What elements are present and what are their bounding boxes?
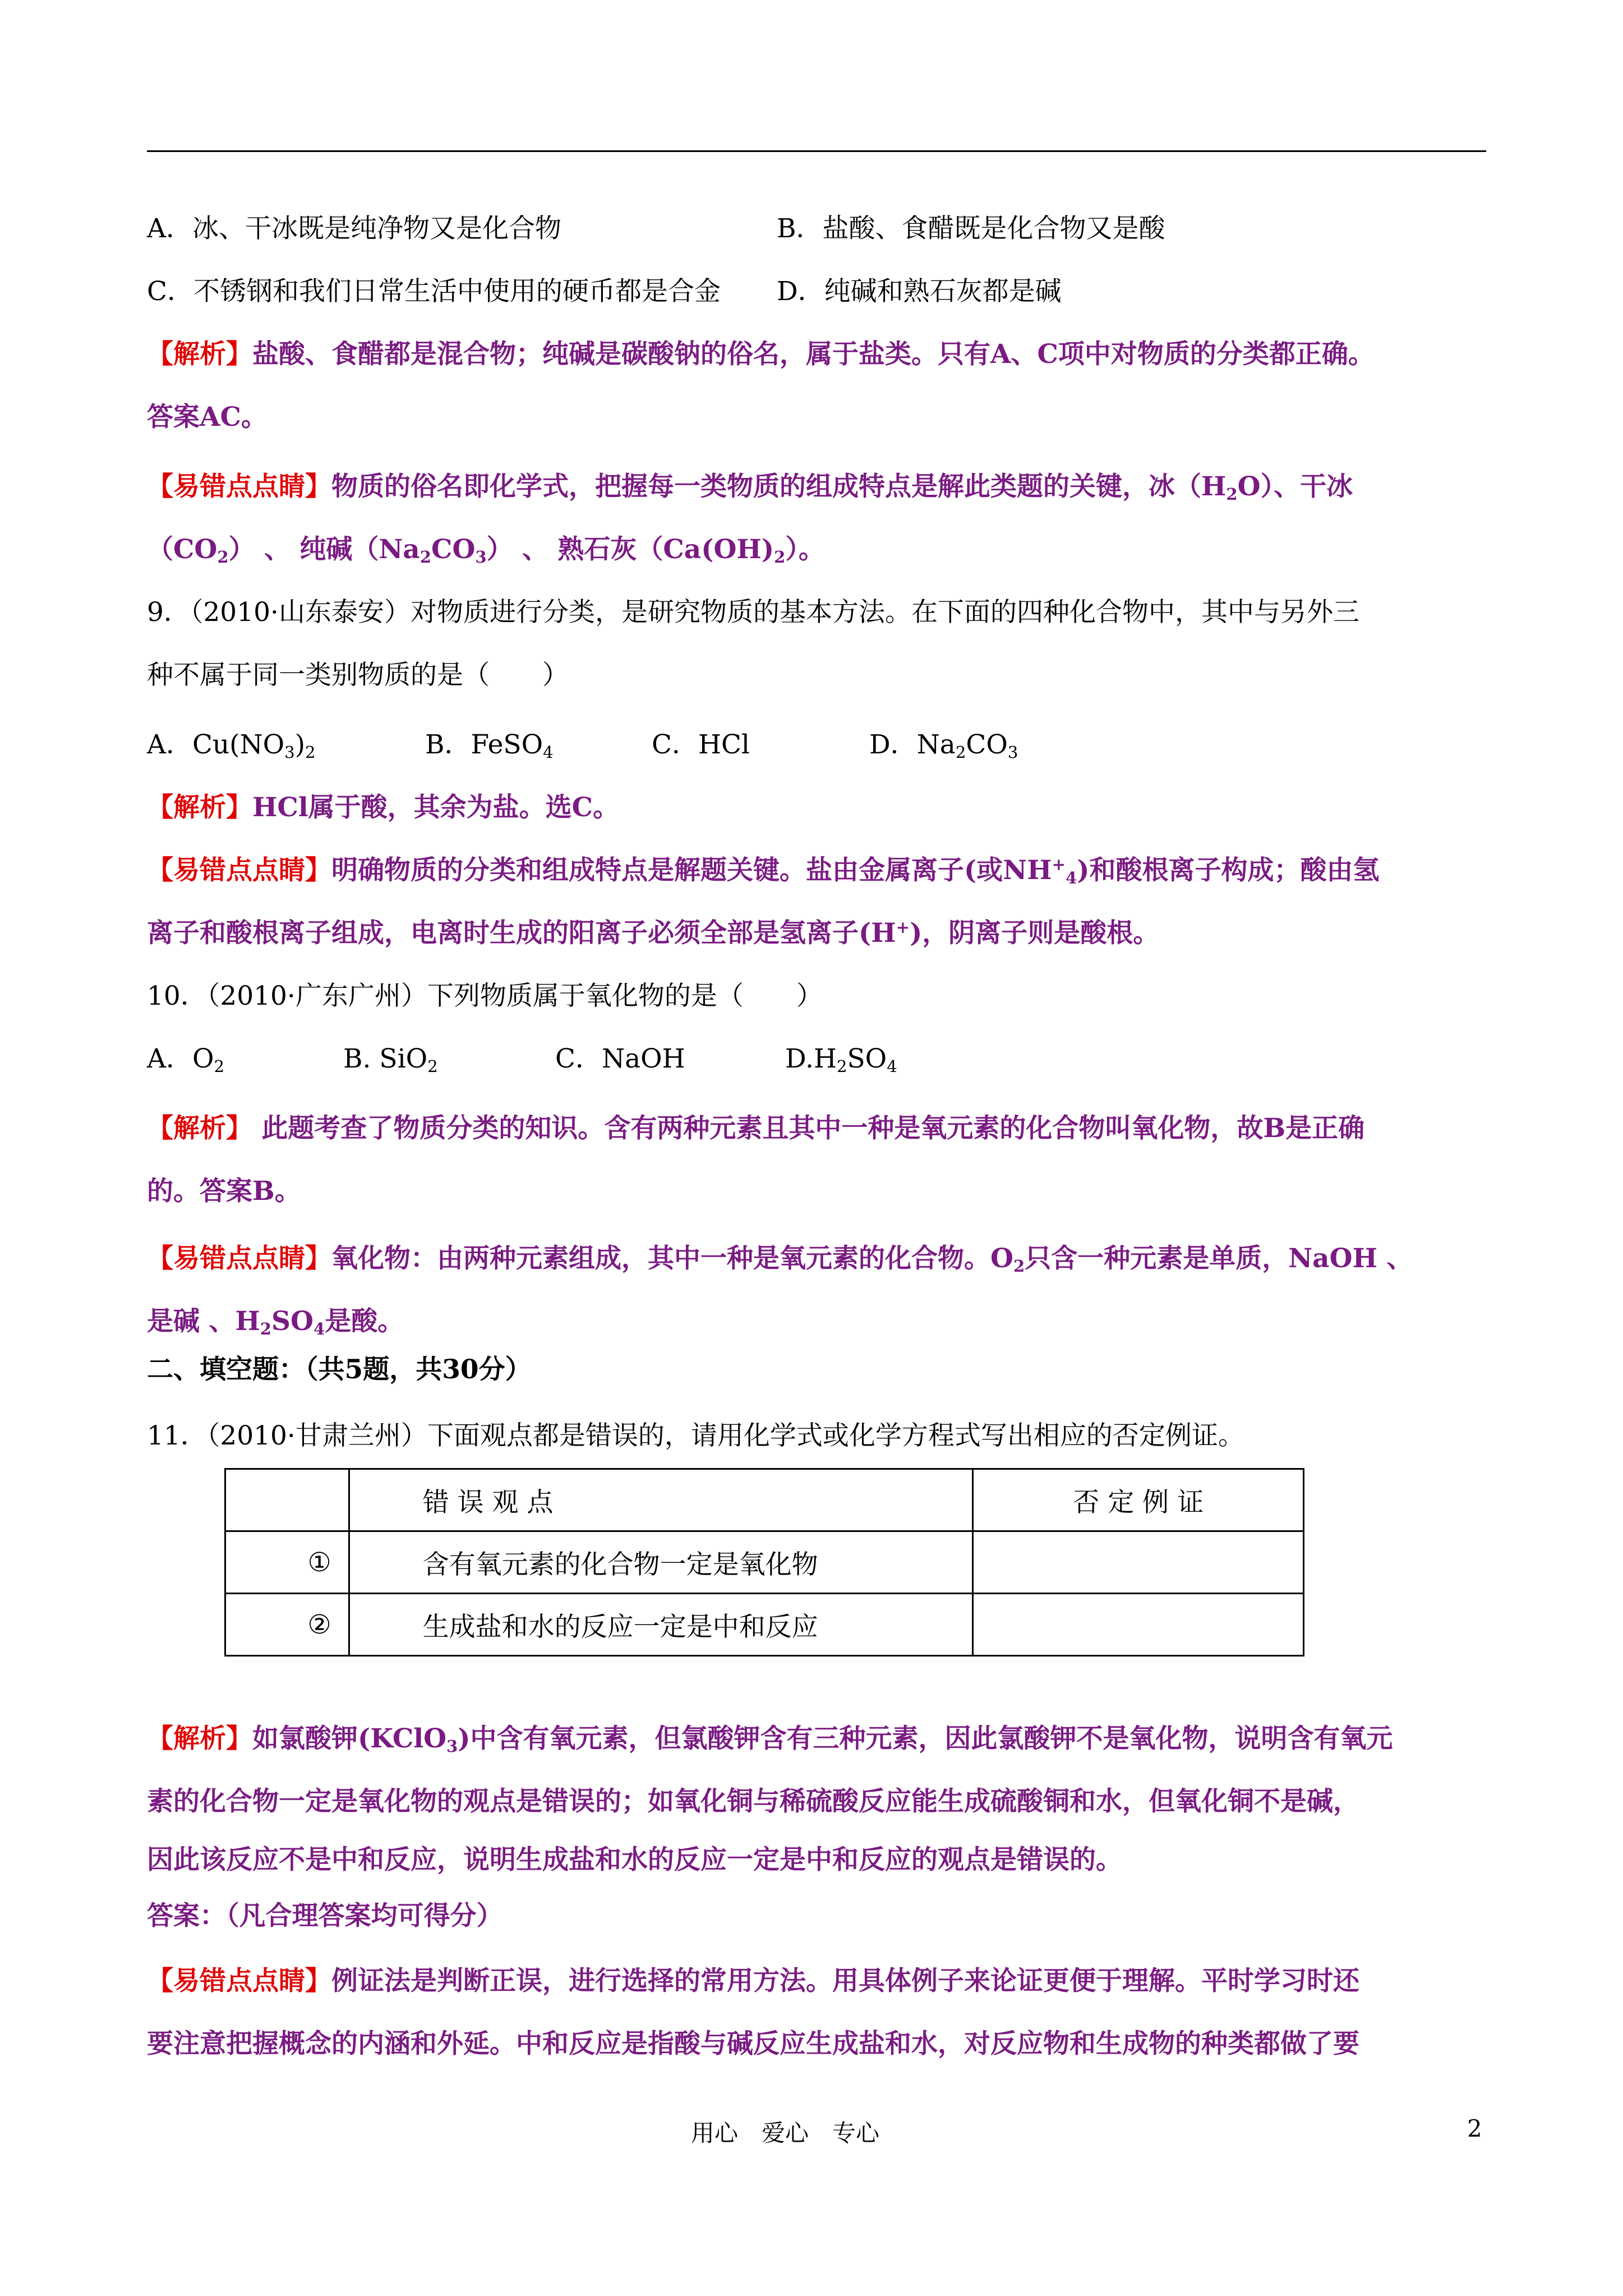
q11-stem: 11．（2010·甘肃兰州）下面观点都是错误的，请用化学式或化学方程式写出相应的否定例证。 [147, 1420, 1244, 1451]
q9-analysis: 【解析】HCl属于酸，其余为盐。选C。 [147, 792, 620, 823]
section-title: 二、填空题：（共5题，共30分） [147, 1354, 532, 1385]
table-header-counterexample: 否 定 例 证 [973, 1469, 1304, 1531]
q11-analysis-line2: 素的化合物一定是氧化物的观点是错误的；如氧化铜与稀硫酸反应能生成硫酸铜和水，但氧化铜不是碱， [147, 1786, 1359, 1817]
q9-option-b: B．FeSO$_4$ [425, 729, 554, 762]
q11-tip-line2: 要注意把握概念的内涵和外延。中和反应是指酸与碱反应生成盐和水，对反应物和生成物的种类都做了要 [147, 2028, 1359, 2059]
footer-motto: 用心 爱心 专心 [691, 2119, 880, 2147]
q9-option-a: A．$Cu(NO_3)_2$ [147, 729, 316, 762]
q9-option-d: D．$Na_2CO_3$ [869, 729, 1018, 762]
q8-option-a: A．冰、干冰既是纯净物又是化合物 [147, 213, 561, 244]
q8-option-b: B．盐酸、食醋既是化合物又是酸 [777, 213, 1165, 244]
row-number: ① [225, 1531, 349, 1594]
q10-tip-line2: 是碱 、$H_2SO_4$是酸。 [147, 1306, 404, 1339]
row-counterexample-cell[interactable] [973, 1531, 1304, 1594]
header-rule [147, 150, 1486, 152]
table-cell [225, 1469, 349, 1531]
q10-analysis: 【解析】 此题考查了物质分类的知识。含有两种元素且其中一种是氧元素的化合物叫氧化物，故B是正确 [147, 1113, 1365, 1144]
q10-option-d: $D.H_2SO_4$ [785, 1043, 897, 1076]
q10-option-a: A．$O_2$ [147, 1043, 225, 1076]
counterexample-table [224, 1468, 1304, 1657]
table-row [225, 1594, 1304, 1656]
q10-stem: 10．（2010·广东广州）下列物质属于氧化物的是（ ） [147, 981, 823, 1011]
q9-option-c: C．HCl [652, 729, 750, 760]
row-wrong-view: 含有氧元素的化合物一定是氧化物 [349, 1531, 973, 1594]
q11-analysis: 【解析】如氯酸钾(KClO$_3$)中含有氧元素，但氯酸钾含有三种元素，因此氯酸钾不是氧化物，说明含有氧元 [147, 1723, 1393, 1756]
q10-option-c: C．NaOH [555, 1043, 685, 1074]
q9-stem-line1: 9．（2010·山东泰安）对物质进行分类，是研究物质的基本方法。在下面的四种化合物中，其中与另外三 [147, 597, 1359, 628]
analysis-tag: 【解析】 [147, 339, 252, 370]
row-counterexample-cell[interactable] [973, 1594, 1304, 1656]
q10-option-b: B. SiO$_2$ [343, 1043, 438, 1076]
q9-tip: 【易错点点睛】明确物质的分类和组成特点是解题关键。盐由金属离子(或$NH^+_4$)和酸根离子构成；酸由氢 [147, 854, 1380, 888]
q8-tip: 【易错点点睛】物质的俗名即化学式，把握每一类物质的组成特点是解此类题的关键，冰$(H_2O)$、干冰 [147, 471, 1353, 504]
table-row [225, 1531, 1304, 1594]
q8-analysis: 【解析】盐酸、食醋都是混合物；纯碱是碳酸钠的俗名，属于盐类。只有A、C项中对物质的分类都正确。 [147, 339, 1375, 370]
q8-answer: 答案AC。 [147, 402, 268, 432]
row-number: ② [225, 1594, 349, 1656]
q11-answer: 答案：（凡合理答案均可得分） [147, 1901, 503, 1931]
table-header-wrong-view: 错 误 观 点 [349, 1469, 973, 1531]
table-header-row [225, 1469, 1304, 1531]
q11-tip: 【易错点点睛】例证法是判断正误，进行选择的常用方法。用具体例子来论证更便于理解。平时学习时还 [147, 1966, 1359, 1996]
q8-tip-line2: $(CO_2)$ 、 纯碱$(Na_2CO_3)$ 、 熟石灰$(Ca(OH)_2)$。 [147, 534, 825, 567]
q8-option-c: C．不锈钢和我们日常生活中使用的硬币都是合金 [147, 276, 721, 307]
q10-tip: 【易错点点睛】氧化物：由两种元素组成，其中一种是氧元素的化合物。$O_2$只含一种元素是单质，NaOH 、 [147, 1243, 1413, 1276]
q9-stem-line2: 种不属于同一类别物质的是（ ） [147, 660, 569, 691]
q11-analysis-line3: 因此该反应不是中和反应，说明生成盐和水的反应一定是中和反应的观点是错误的。 [147, 1844, 1122, 1875]
q8-option-d: D．纯碱和熟石灰都是碱 [777, 276, 1062, 307]
q9-tip-line2: 离子和酸根离子组成，电离时生成的阳离子必须全部是氢离子(H+)，阴离子则是酸根。 [147, 917, 1160, 949]
page-number: 2 [1467, 2115, 1482, 2142]
q10-answer: 的。答案B。 [147, 1176, 301, 1207]
row-wrong-view: 生成盐和水的反应一定是中和反应 [349, 1594, 973, 1656]
